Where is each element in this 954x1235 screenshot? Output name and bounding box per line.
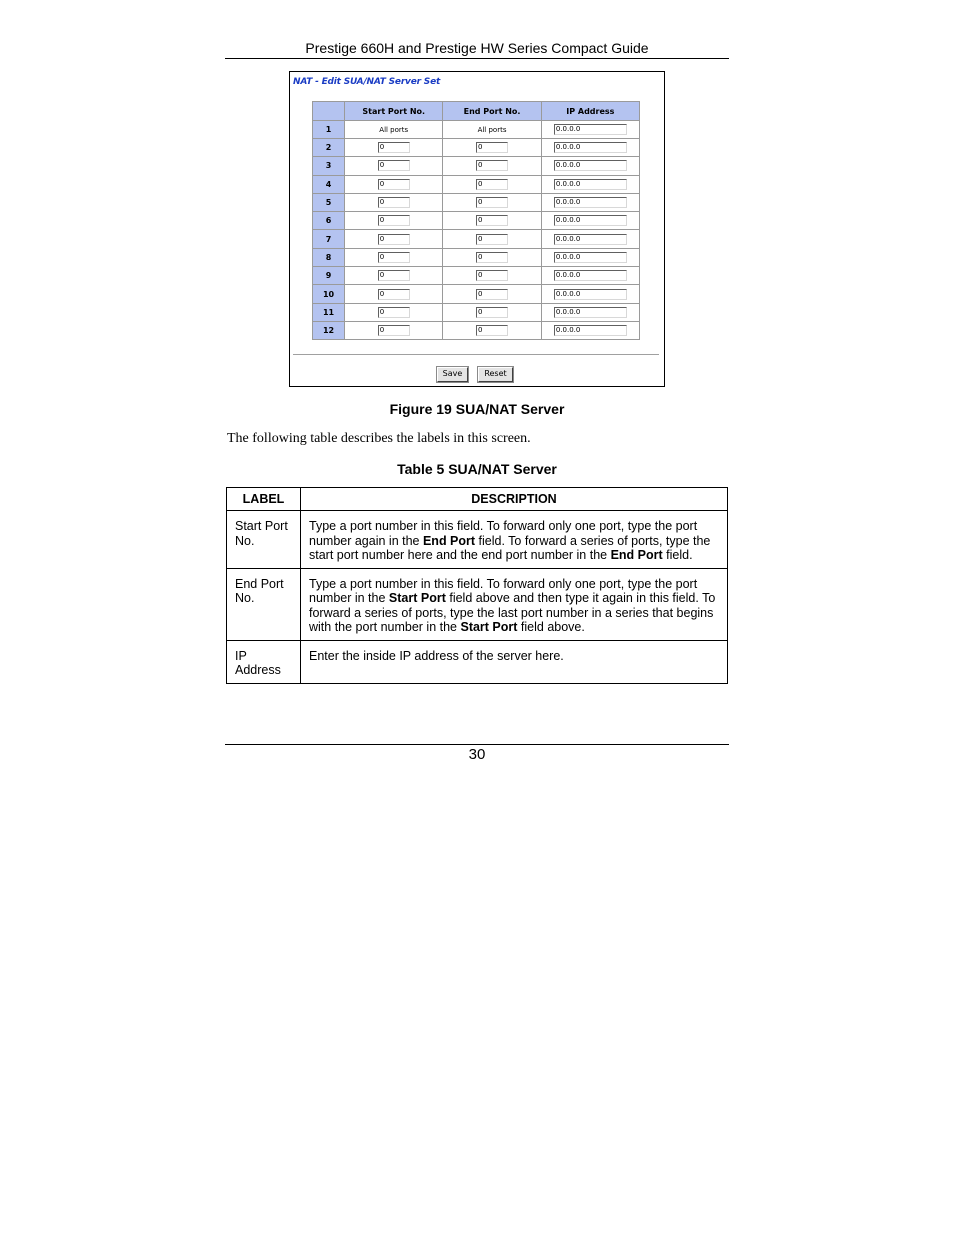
ip-address-input[interactable]: 0.0.0.0 [554,307,627,318]
description-text: field above and then type it again in this field. To forward a series of ports, type the last port number in a series that begins with the port number in the [309,591,716,634]
description-text: field. To forward a series of ports, type the start port number here and the end port number in the [309,533,711,562]
start-port-cell [345,321,443,339]
column-header-label: LABEL [227,488,301,511]
end-port-cell [443,175,541,193]
ip-cell [541,303,639,321]
start-port-input[interactable]: 0 [378,307,410,318]
end-port-text: All ports [477,126,507,134]
field-name-emphasis: Start Port [460,620,518,634]
start-port-cell [345,285,443,303]
row-number: 8 [313,248,345,266]
start-port-cell [345,248,443,266]
figure-caption: Figure 19 SUA/NAT Server [389,401,565,417]
end-port-input[interactable]: 0 [476,179,508,190]
ip-address-input[interactable]: 0.0.0.0 [554,234,627,245]
footer-rule [225,744,729,745]
row-number: 1 [313,121,345,139]
row-number: 10 [313,285,345,303]
ip-address-input[interactable]: 0.0.0.0 [554,252,627,263]
table-row [313,139,640,157]
start-port-cell [345,267,443,285]
page-header: Prestige 660H and Prestige HW Series Compact Guide [305,40,649,56]
table-row [227,640,728,683]
end-port-input[interactable]: 0 [476,234,508,245]
ip-address-input[interactable]: 0.0.0.0 [554,215,627,226]
start-port-cell [345,139,443,157]
table-row [313,248,640,266]
screenshot-frame [289,71,665,387]
description-cell [301,640,728,683]
label-description-table [226,487,728,684]
start-port-input[interactable]: 0 [378,270,410,281]
label-cell: Start Port No. [227,511,301,569]
start-port-cell [345,175,443,193]
intro-text: The following table describes the labels in this screen. [227,431,531,446]
description-header-row [227,488,728,511]
end-port-input[interactable]: 0 [476,252,508,263]
column-header-end-port: End Port No. [443,102,541,121]
ip-address-input[interactable]: 0.0.0.0 [554,325,627,336]
table-row [313,230,640,248]
header-rule [225,58,729,59]
start-port-cell [345,121,443,139]
description-text: Enter the inside IP address of the server here. [309,648,564,663]
row-number: 12 [313,321,345,339]
server-set-table [312,101,640,340]
start-port-input[interactable]: 0 [378,142,410,153]
end-port-cell [443,267,541,285]
column-header-start-port: Start Port No. [345,102,443,121]
end-port-cell [443,212,541,230]
table-row [313,212,640,230]
column-header-num [313,102,345,121]
ip-cell [541,285,639,303]
table-row [313,267,640,285]
ip-address-input[interactable]: 0.0.0.0 [554,289,627,300]
end-port-input[interactable]: 0 [476,325,508,336]
button-separator [293,354,659,356]
row-number: 11 [313,303,345,321]
start-port-cell [345,193,443,211]
ip-cell [541,212,639,230]
ip-cell [541,248,639,266]
row-number: 3 [313,157,345,175]
start-port-input[interactable]: 0 [378,197,410,208]
save-button[interactable]: Save [437,367,468,382]
end-port-cell [443,321,541,339]
start-port-input[interactable]: 0 [378,289,410,300]
start-port-cell [345,157,443,175]
column-header-ip-address: IP Address [541,102,639,121]
field-name-emphasis: End Port [610,548,663,562]
label-cell: IP Address [227,640,301,683]
table-row [313,303,640,321]
start-port-text: All ports [379,126,409,134]
ip-address-input[interactable]: 0.0.0.0 [554,160,627,171]
ip-cell [541,157,639,175]
ip-cell [541,230,639,248]
ip-cell [541,267,639,285]
description-text: field. [662,548,693,562]
end-port-input[interactable]: 0 [476,160,508,171]
ip-address-input[interactable]: 0.0.0.0 [554,179,627,190]
end-port-cell [443,139,541,157]
ip-cell [541,139,639,157]
row-number: 2 [313,139,345,157]
ip-cell [541,175,639,193]
row-number: 4 [313,175,345,193]
ip-address-input[interactable]: 0.0.0.0 [554,142,627,153]
end-port-cell [443,285,541,303]
table-row [313,321,640,339]
start-port-input[interactable]: 0 [378,325,410,336]
end-port-input[interactable]: 0 [476,289,508,300]
table-row [227,511,728,569]
ip-cell [541,193,639,211]
page-number: 30 [468,746,486,763]
start-port-input[interactable]: 0 [378,215,410,226]
end-port-input[interactable]: 0 [476,270,508,281]
row-number: 6 [313,212,345,230]
table-row [227,568,728,640]
server-set-header-row [313,102,640,121]
row-number: 5 [313,193,345,211]
end-port-cell [443,121,541,139]
ip-address-input[interactable]: 0.0.0.0 [554,270,627,281]
description-text: Type a port number in this field. To forward only one port, type the port number in the [309,576,698,605]
end-port-input[interactable]: 0 [476,142,508,153]
table-row [313,121,640,139]
table-row [313,157,640,175]
ip-cell [541,121,639,139]
start-port-cell [345,303,443,321]
field-name-emphasis: Start Port [388,591,446,605]
start-port-input[interactable]: 0 [378,160,410,171]
row-number: 9 [313,267,345,285]
table-caption: Table 5 SUA/NAT Server [397,461,557,477]
start-port-input[interactable]: 0 [378,234,410,245]
end-port-cell [443,157,541,175]
start-port-cell [345,212,443,230]
end-port-cell [443,248,541,266]
column-header-description: DESCRIPTION [301,488,728,511]
field-name-emphasis: End Port [422,533,476,548]
start-port-input[interactable]: 0 [378,179,410,190]
end-port-input[interactable]: 0 [476,215,508,226]
label-cell: End Port No. [227,568,301,640]
description-cell [301,568,728,640]
end-port-input[interactable]: 0 [476,307,508,318]
ip-address-input[interactable]: 0.0.0.0 [554,197,627,208]
start-port-cell [345,230,443,248]
table-row [313,175,640,193]
description-cell [301,511,728,569]
description-text: Type a port number in this field. To forward only one port, type the port number again in the [309,519,698,548]
end-port-cell [443,193,541,211]
start-port-input[interactable]: 0 [378,252,410,263]
ip-address-input[interactable]: 0.0.0.0 [554,124,627,135]
end-port-input[interactable]: 0 [476,197,508,208]
screenshot-title: NAT - Edit SUA/NAT Server Set [293,77,441,87]
ip-cell [541,321,639,339]
description-text: field above. [517,620,585,634]
reset-button[interactable]: Reset [478,367,513,382]
end-port-cell [443,303,541,321]
table-row [313,193,640,211]
row-number: 7 [313,230,345,248]
end-port-cell [443,230,541,248]
table-row [313,285,640,303]
